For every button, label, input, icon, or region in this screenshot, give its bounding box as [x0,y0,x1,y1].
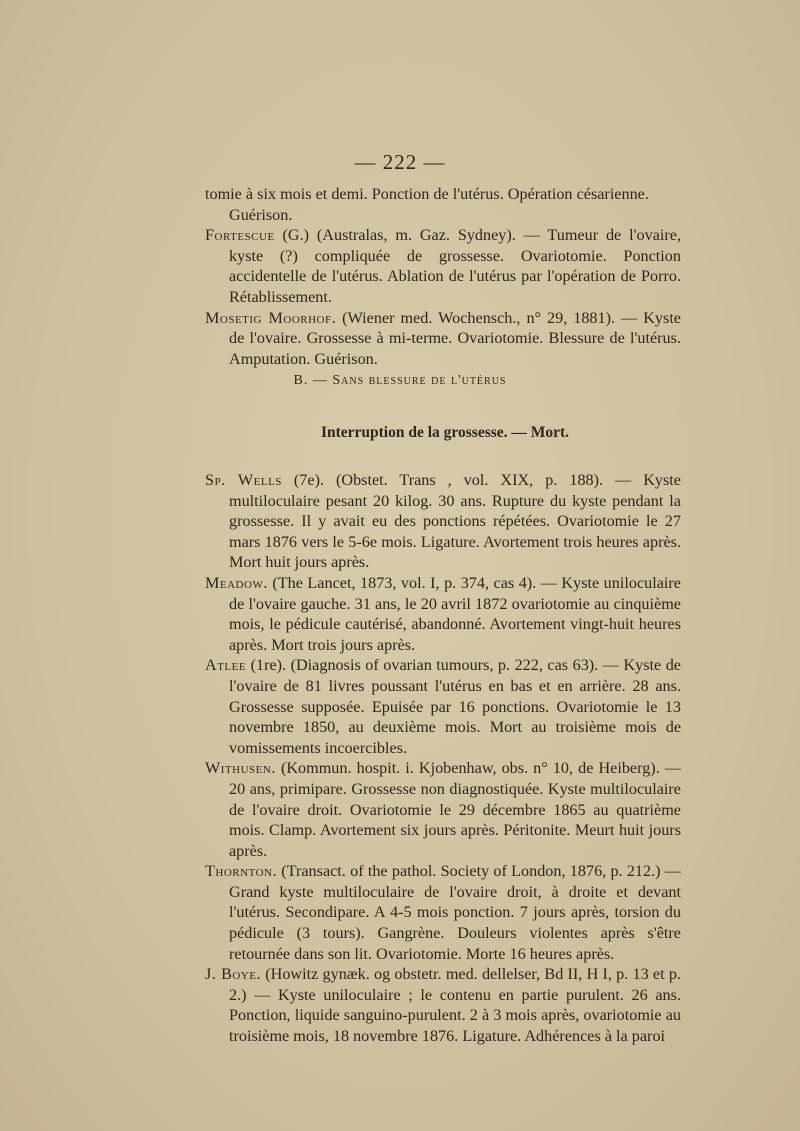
entry-author: Meadow. [205,573,268,592]
entry-author: Fortescue [205,226,275,245]
entry-text: (Kommun. hospit. i. Kjobenhaw, obs. n° 10, de Heiberg). — 20 ans, primipare. Grossesse non diagnostiquée. Kyste multiloculaire de l'ovaire droit. Ovariotomie le 29 décembre 1865 au quatrième mois. Clamp. Avortement six jours après. Péritonite. Meurt huit jours après. [229,759,681,860]
entry-mosetig [205,308,681,370]
subheading: Interruption de la grossesse. — Mort. [320,424,570,441]
entry-atlee [205,655,681,758]
entry-thornton [205,861,681,964]
entry-text: tomie à six mois et demi. Ponction de l'utérus. Opération césarienne. Guérison. [205,185,649,224]
page-number: — 222 — [354,150,446,174]
entry-boye [205,964,681,1046]
entry-text: (Transact. of the pathol. Society of London, 1876, p. 212.) — Grand kyste multiloculaire de l'ovaire droit, à droite et devant l'utérus. Secondipare. A 4-5 mois ponction. 7 jours après, torsion du pédicule (3 tours). Gangrène. Douleurs violentes après s'être retournée dans son lit. Ovariotomie. Morte 16 heures après. [229,862,681,963]
entry-author: Sp. Wells [205,471,282,489]
entry-author: Withusen. [205,759,276,778]
entry-text: (The Lancet, 1873, vol. I, p. 374, cas 4). — Kyste uniloculaire de l'ovaire gauche. 31 ans, le 20 avril 1872 ovariotomie au cinquième mois, le pédicule cautérisé, abandonné. Avortement vingt-huit heures après. Mort trois jours après. [229,573,681,654]
entry-author: Mosetig Moorhof. [205,308,337,327]
entry-text: (1re). (Diagnosis of ovarian tumours, p. 222, cas 63). — Kyste de l'ovaire de 81 livres poussant l'utérus en bas et en arrière. 28 ans. Grossesse supposée. Epuisée par 16 ponctions. Ovariotomie le 13 novembre 1850, au deuxième mois. Mort au troisième mois de vomissements incoercibles. [229,656,681,757]
entry-author: Atlee [205,656,247,675]
continued-entry [181,184,681,225]
entry-withusen [205,758,681,861]
entries-list [205,470,681,1047]
entry-text: (Howitz gynæk. og obstetr. med. dellelser, Bd II, H I, p. 13 et p. 2.) — Kyste uniloculaire ; le contenu en partie purulent. 26 ans. Ponction, liquide sanguino-purulent. 2 à 3 mois après, ovariotomie au troisième mois, 18 novembre 1876. Ligature. Adhérences à la paroi [229,965,681,1046]
entry-author: J. Boye. [205,965,262,984]
section-title: B. — Sans blessure de l'utérus [293,373,507,388]
entry-wells [205,470,681,573]
entry-meadow [205,573,681,655]
entry-author: Thornton. [205,862,278,881]
entry-text: (7e). (Obstet. Trans , vol. XIX, p. 188). — Kyste multiloculaire pesant 20 kilog. 30 ans. Rupture du kyste pendant la grossesse. Il y avait eu des ponctions répétées. Ovariotomie le 27 mars 1876 vers le 5-6e mois. Ligature. Avortement trois heures après. Mort huit jours après. [229,471,681,572]
entry-text: (Wiener med. Wochensch., n° 29, 1881). — Kyste de l'ovaire. Grossesse à mi-terme. Ovariotomie. Blessure de l'utérus. Amputation. Guérison. [229,308,681,368]
entry-text: (G.) (Australas, m. Gaz. Sydney). — Tumeur de l'ovaire, kyste (?) compliquée de grossesse. Ovariotomie. Ponction accidentelle de l'utérus. Ablation de l'utérus par l'opération de Porro. Rétablissement. [229,226,681,306]
entry-fortescue [205,225,681,307]
top-entries [205,184,681,369]
